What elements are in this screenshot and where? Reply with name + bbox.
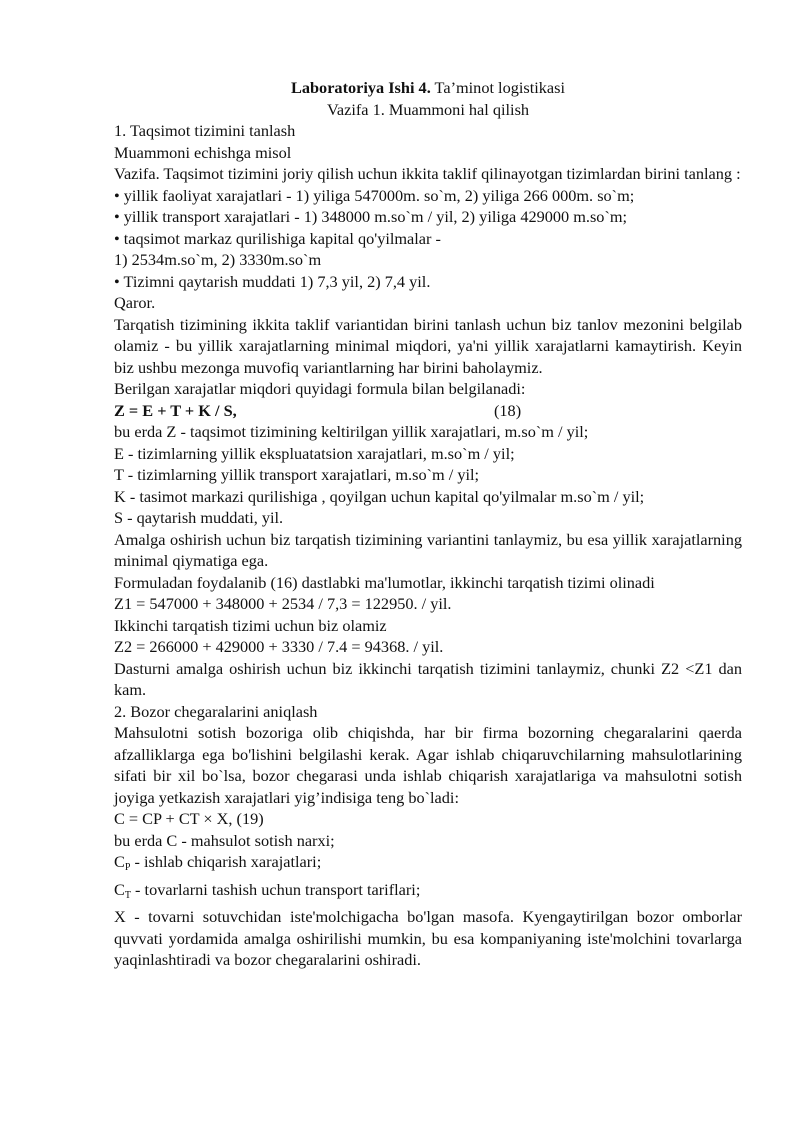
definition-text: - tovarlarni tashish uchun transport tariflari; bbox=[130, 879, 421, 899]
symbol: C bbox=[114, 879, 125, 899]
decision-label: Qaror. bbox=[114, 293, 156, 312]
definition-line: E - tizimlarning yillik ekspluatatsion xarajatlari, m.so`m / yil; bbox=[114, 443, 515, 463]
bullet-item: • yillik transport xarajatlari - 1) 348000 m.so`m / yil, 2) yiliga 429000 m.so`m; bbox=[114, 207, 628, 226]
document-page bbox=[114, 77, 742, 971]
calculation-z2: Z2 = 266000 + 429000 + 3330 / 7.4 = 94368. / yil. bbox=[114, 637, 444, 656]
paragraph: Dasturni amalga oshirish uchun biz ikkinchi tarqatish tizimini tanlaymiz, chunki Z2 <Z1 dan kam. bbox=[114, 658, 742, 699]
bullet-item: • Tizimni qaytarish muddati 1) 7,3 yil, 2) 7,4 yil. bbox=[114, 271, 431, 291]
formula-number: (18) bbox=[494, 400, 522, 420]
section-heading-1: 1. Taqsimot tizimini tanlash bbox=[114, 121, 296, 140]
definition-line: K - tasimot markazi qurilishiga , qoyilgan uchun kapital qo'yilmalar m.so`m / yil; bbox=[114, 486, 645, 506]
paragraph: Tarqatish tizimining ikkita taklif variantidan birini tanlash uchun biz tanlov mezonini belgilab olamiz - bu yillik xarajatlarning minimal miqdori, ya'ni yillik xarajatlarni kamaytirish. Keyin biz ushbu mezonga muvofiq variantlarning har birini baholaymiz. bbox=[114, 314, 742, 377]
paragraph: X - tovarni sotuvchidan iste'molchigacha bo'lgan masofa. Kyengaytirilgan bozor omborlar quvvati yordamida amalga oshirilishi mumkin, bu esa kompaniyaning iste'molchini tovarlarga yaqinlashtiradi va bozor chegaralarini oshiradi. bbox=[114, 907, 742, 969]
symbol: C bbox=[114, 852, 125, 871]
definition-line: bu erda C - mahsulot sotish narxi; bbox=[114, 830, 335, 850]
paragraph: Berilgan xarajatlar miqdori quyidagi formula bilan belgilanadi: bbox=[114, 379, 526, 398]
definition-line: S - qaytarish muddati, yil. bbox=[114, 508, 284, 527]
title-bold: Laboratoriya Ishi 4. bbox=[291, 78, 431, 97]
paragraph: Mahsulotni sotish bozoriga olib chiqishda, har bir firma bozorning chegaralarini qaerda afzalliklarga ega bo'lishini belgilashi kerak. Agar ishlab chiqaruvchilarning mahsulotlarining sifati bir xil bo`lsa, bozor chegarasi unda ishlab chiqarish xarajatlariga va mahsulotni sotish joyiga yetkazish xarajatlari yig’indisiga teng bo`ladi: bbox=[114, 723, 742, 807]
task-paragraph: Vazifa. Taqsimot tizimini joriy qilish uchun ikkita taklif qilinayotgan tizimlardan birini tanlang : bbox=[114, 164, 741, 183]
example-line: Muammoni echishga misol bbox=[114, 142, 292, 162]
formula-19: C = CP + CT × X, (19) bbox=[114, 809, 264, 828]
bullet-item: • taqsimot markaz qurilishiga kapital qo'yilmalar - bbox=[114, 228, 441, 248]
symbol-subscript: T bbox=[124, 889, 131, 901]
calculation-z1: Z1 = 547000 + 348000 + 2534 / 7,3 = 122950. / yil. bbox=[114, 594, 452, 613]
title-rest: Ta’minot logistikasi bbox=[430, 78, 565, 97]
definition-line bbox=[114, 879, 742, 907]
paragraph: Amalga oshirish uchun biz tarqatish tizimining variantini tanlaymiz, bu esa yillik xarajatlarning minimal qiymatiga ega. bbox=[114, 529, 742, 570]
formula-text: Z = E + T + K / S, bbox=[114, 400, 237, 420]
symbol-subscript: P bbox=[124, 862, 131, 873]
definition-text: - ishlab chiqarish xarajatlari; bbox=[130, 852, 322, 871]
paragraph: Formuladan foydalanib (16) dastlabki ma'lumotlar, ikkinchi tarqatish tizimi olinadi bbox=[114, 572, 655, 592]
paragraph: Ikkinchi tarqatish tizimi uchun biz olamiz bbox=[114, 615, 387, 635]
bullet-item: • yillik faoliyat xarajatlari - 1) yiliga 547000m. so`m, 2) yiliga 266 000m. so`m; bbox=[114, 185, 635, 205]
page-subtitle: Vazifa 1. Muammoni hal qilish bbox=[326, 99, 530, 119]
bullet-item: 1) 2534m.so`m, 2) 3330m.so`m bbox=[114, 250, 322, 269]
section-heading-2: 2. Bozor chegaralarini aniqlash bbox=[114, 701, 318, 721]
definition-line bbox=[114, 851, 742, 879]
definition-line: T - tizimlarning yillik transport xarajatlari, m.so`m / yil; bbox=[114, 465, 480, 484]
formula-18 bbox=[114, 400, 742, 422]
page-title bbox=[114, 77, 742, 99]
definition-line: bu erda Z - taqsimot tizimining keltirilgan yillik xarajatlari, m.so`m / yil; bbox=[114, 422, 589, 441]
